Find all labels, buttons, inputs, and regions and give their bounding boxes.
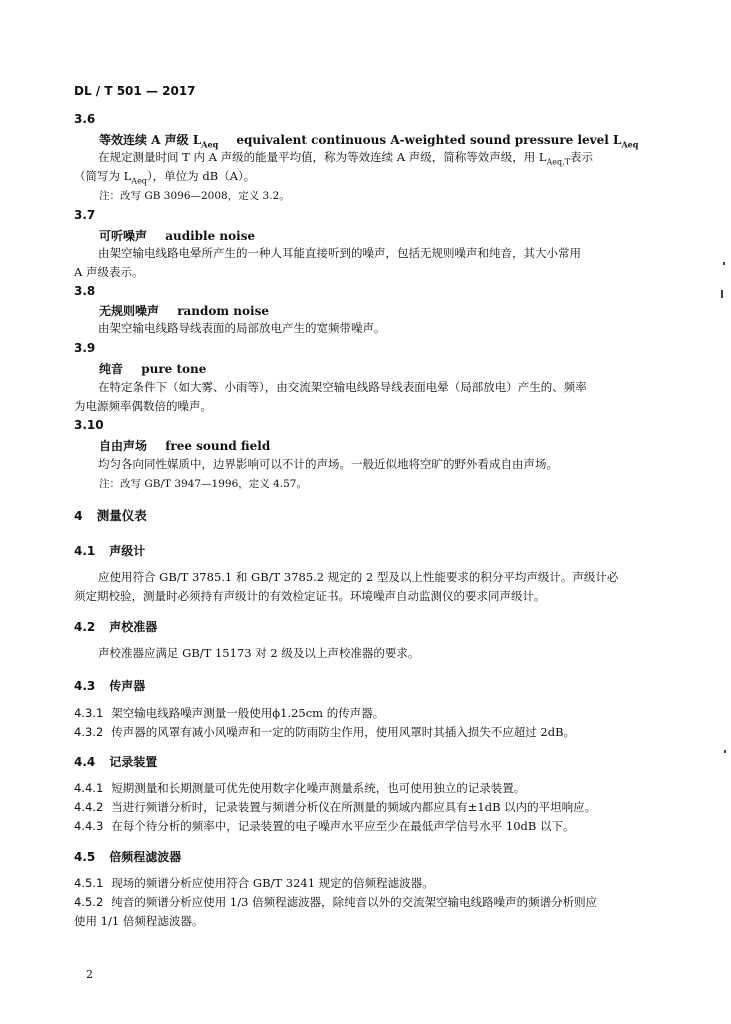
clause: [74, 704, 671, 723]
clause: [74, 893, 671, 912]
term-title-en-sub: Aeq: [621, 139, 639, 150]
scan-speck: [724, 750, 726, 753]
term-definition-cont: 为电源频率偶数倍的噪声。: [74, 399, 212, 413]
subsection-heading: [74, 677, 145, 694]
def-text: 由架空输电线路电晕所产生的一种人耳能直接听到的噪声，包括无规则噪声和纯音，其大小常用: [98, 246, 581, 260]
subsection-number: 4.2: [74, 620, 96, 634]
clause: [74, 779, 671, 798]
subsection-number: 4.4: [74, 755, 96, 769]
term-number: 3.10: [74, 418, 104, 432]
term-title: [99, 360, 206, 377]
clause-number: 4.4.3: [74, 819, 104, 833]
subsection-number: 4.5: [74, 850, 96, 864]
term-title-sub: Aeq: [201, 139, 219, 150]
term-note: 注：改写 GB/T 3947—1996，定义 4.57。: [99, 478, 307, 490]
clause: [74, 817, 671, 836]
def-text: 在规定测量时间 T 内 A 声级的能量平均值，称为等效连续 A 声级，简称等效声级，用 L: [98, 150, 547, 164]
subsection-number: 4.3: [74, 679, 96, 693]
term-title-zh: 自由声场: [99, 439, 148, 453]
clause-number: 4.4.1: [74, 781, 104, 795]
def-sub: Aeq,T: [546, 157, 571, 167]
standard-number: DL / T 501 — 2017: [74, 84, 196, 98]
term-title-en: free sound field: [165, 439, 271, 453]
scan-speck: [721, 290, 723, 298]
section-title: 测量仪表: [96, 508, 147, 523]
clause-text: 短期测量和长期测量可优先使用数字化噪声测量系统，也可使用独立的记录装置。: [111, 781, 526, 795]
term-definition-cont: A 声级表示。: [74, 265, 144, 279]
clause-number: 4.3.1: [74, 706, 104, 720]
term-number: 3.8: [74, 284, 96, 298]
term-title: [99, 437, 270, 454]
paragraph: [74, 644, 671, 663]
subsection-heading: [74, 542, 145, 559]
def-text-end: ），单位为 dB（A）。: [146, 169, 256, 183]
scan-speck: [723, 262, 725, 265]
term-title-zh: 无规则噪声: [99, 304, 160, 318]
subsection-heading: [74, 848, 181, 865]
paragraph-text: 应使用符合 GB/T 3785.1 和 GB/T 3785.2 规定的 2 型及以上性能要求的积分平均声级计。声级计必: [98, 570, 619, 584]
clause-text: 架空输电线路噪声测量一般使用ϕ1.25cm 的传声器。: [111, 706, 385, 720]
subsection-heading: [74, 618, 157, 635]
def-text: 在特定条件下（如大雾、小雨等），由交流架空输电线路导线表面电晕（局部放电）产生的、频率: [98, 380, 587, 394]
clause-number: 4.3.2: [74, 725, 104, 739]
subsection-title: 声级计: [109, 544, 146, 558]
def-text: 由架空输电线路导线表面的局部放电产生的宽频带噪声。: [98, 321, 386, 335]
def-text-end: 表示: [570, 150, 594, 164]
term-note: 注：改写 GB 3096—2008，定义 3.2。: [99, 190, 290, 202]
paragraph-cont: 须定期校验，测量时必须持有声级计的有效检定证书。环境噪声自动监测仪的要求同声级计。: [74, 589, 546, 603]
def-text: 均匀各向同性媒质中，边界影响可以不计的声场。一般近似地将空旷的野外看成自由声场。: [98, 457, 558, 471]
clause: [74, 798, 671, 817]
term-title: [99, 227, 255, 244]
term-title-zh: 纯音: [99, 362, 124, 376]
subsection-title: 声校准器: [109, 620, 158, 634]
clause-text: 传声器的风罩有减小风噪声和一定的防雨防尘作用，使用风罩时其插入损失不应超过 2dB。: [111, 725, 576, 739]
clause: [74, 874, 671, 893]
clause-text: 当进行频谱分析时，记录装置与频谱分析仪在所测量的频域内都应具有±1dB 以内的平坦响应。: [111, 800, 597, 814]
term-title-en: audible noise: [165, 229, 256, 243]
clause-number: 4.4.2: [74, 800, 104, 814]
term-title-zh: 可听噪声: [99, 229, 148, 243]
subsection-title: 传声器: [109, 679, 146, 693]
term-title: [99, 131, 638, 149]
term-number: 3.7: [74, 208, 96, 222]
clause-text: 现场的频谱分析应使用符合 GB/T 3241 规定的倍频程滤波器。: [111, 876, 434, 890]
section-number: 4: [74, 508, 83, 523]
term-title-en: equivalent continuous A-weighted sound pressure level L: [236, 133, 622, 147]
term-definition: [74, 244, 671, 263]
clause: [74, 723, 671, 742]
paragraph-text: 声校准器应满足 GB/T 15173 对 2 级及以上声校准器的要求。: [98, 646, 420, 660]
clause-number: 4.5.1: [74, 876, 104, 890]
term-title-en: pure tone: [141, 362, 207, 376]
subsection-title: 记录装置: [109, 755, 158, 769]
def-sub: Aeq: [131, 176, 147, 186]
page-number: 2: [86, 968, 93, 981]
subsection-heading: [74, 753, 157, 770]
def-text: （简写为 L: [74, 169, 132, 183]
term-definition-cont: [74, 167, 671, 190]
clause-text: 纯音的频谱分析应使用 1/3 倍频程滤波器，除纯音以外的交流架空输电线路噪声的频谱分析则应: [111, 895, 598, 909]
subsection-number: 4.1: [74, 544, 96, 558]
section-heading: [74, 506, 147, 524]
subsection-title: 倍频程滤波器: [109, 850, 182, 864]
paragraph: [74, 568, 671, 587]
clause-text: 在每个待分析的频率中，记录装置的电子噪声水平应至少在最低声学信号水平 10dB 以下。: [111, 819, 575, 833]
term-title-zh: 等效连续 A 声级 L: [99, 133, 202, 147]
term-definition: [74, 378, 671, 397]
term-definition: [74, 455, 671, 474]
term-title: [99, 302, 269, 319]
term-definition: [74, 319, 671, 338]
term-number: 3.6: [74, 112, 96, 126]
clause-number: 4.5.2: [74, 895, 104, 909]
term-title-en: random noise: [177, 304, 269, 318]
term-number: 3.9: [74, 341, 96, 355]
clause-cont: 使用 1/1 倍频程滤波器。: [74, 914, 204, 928]
